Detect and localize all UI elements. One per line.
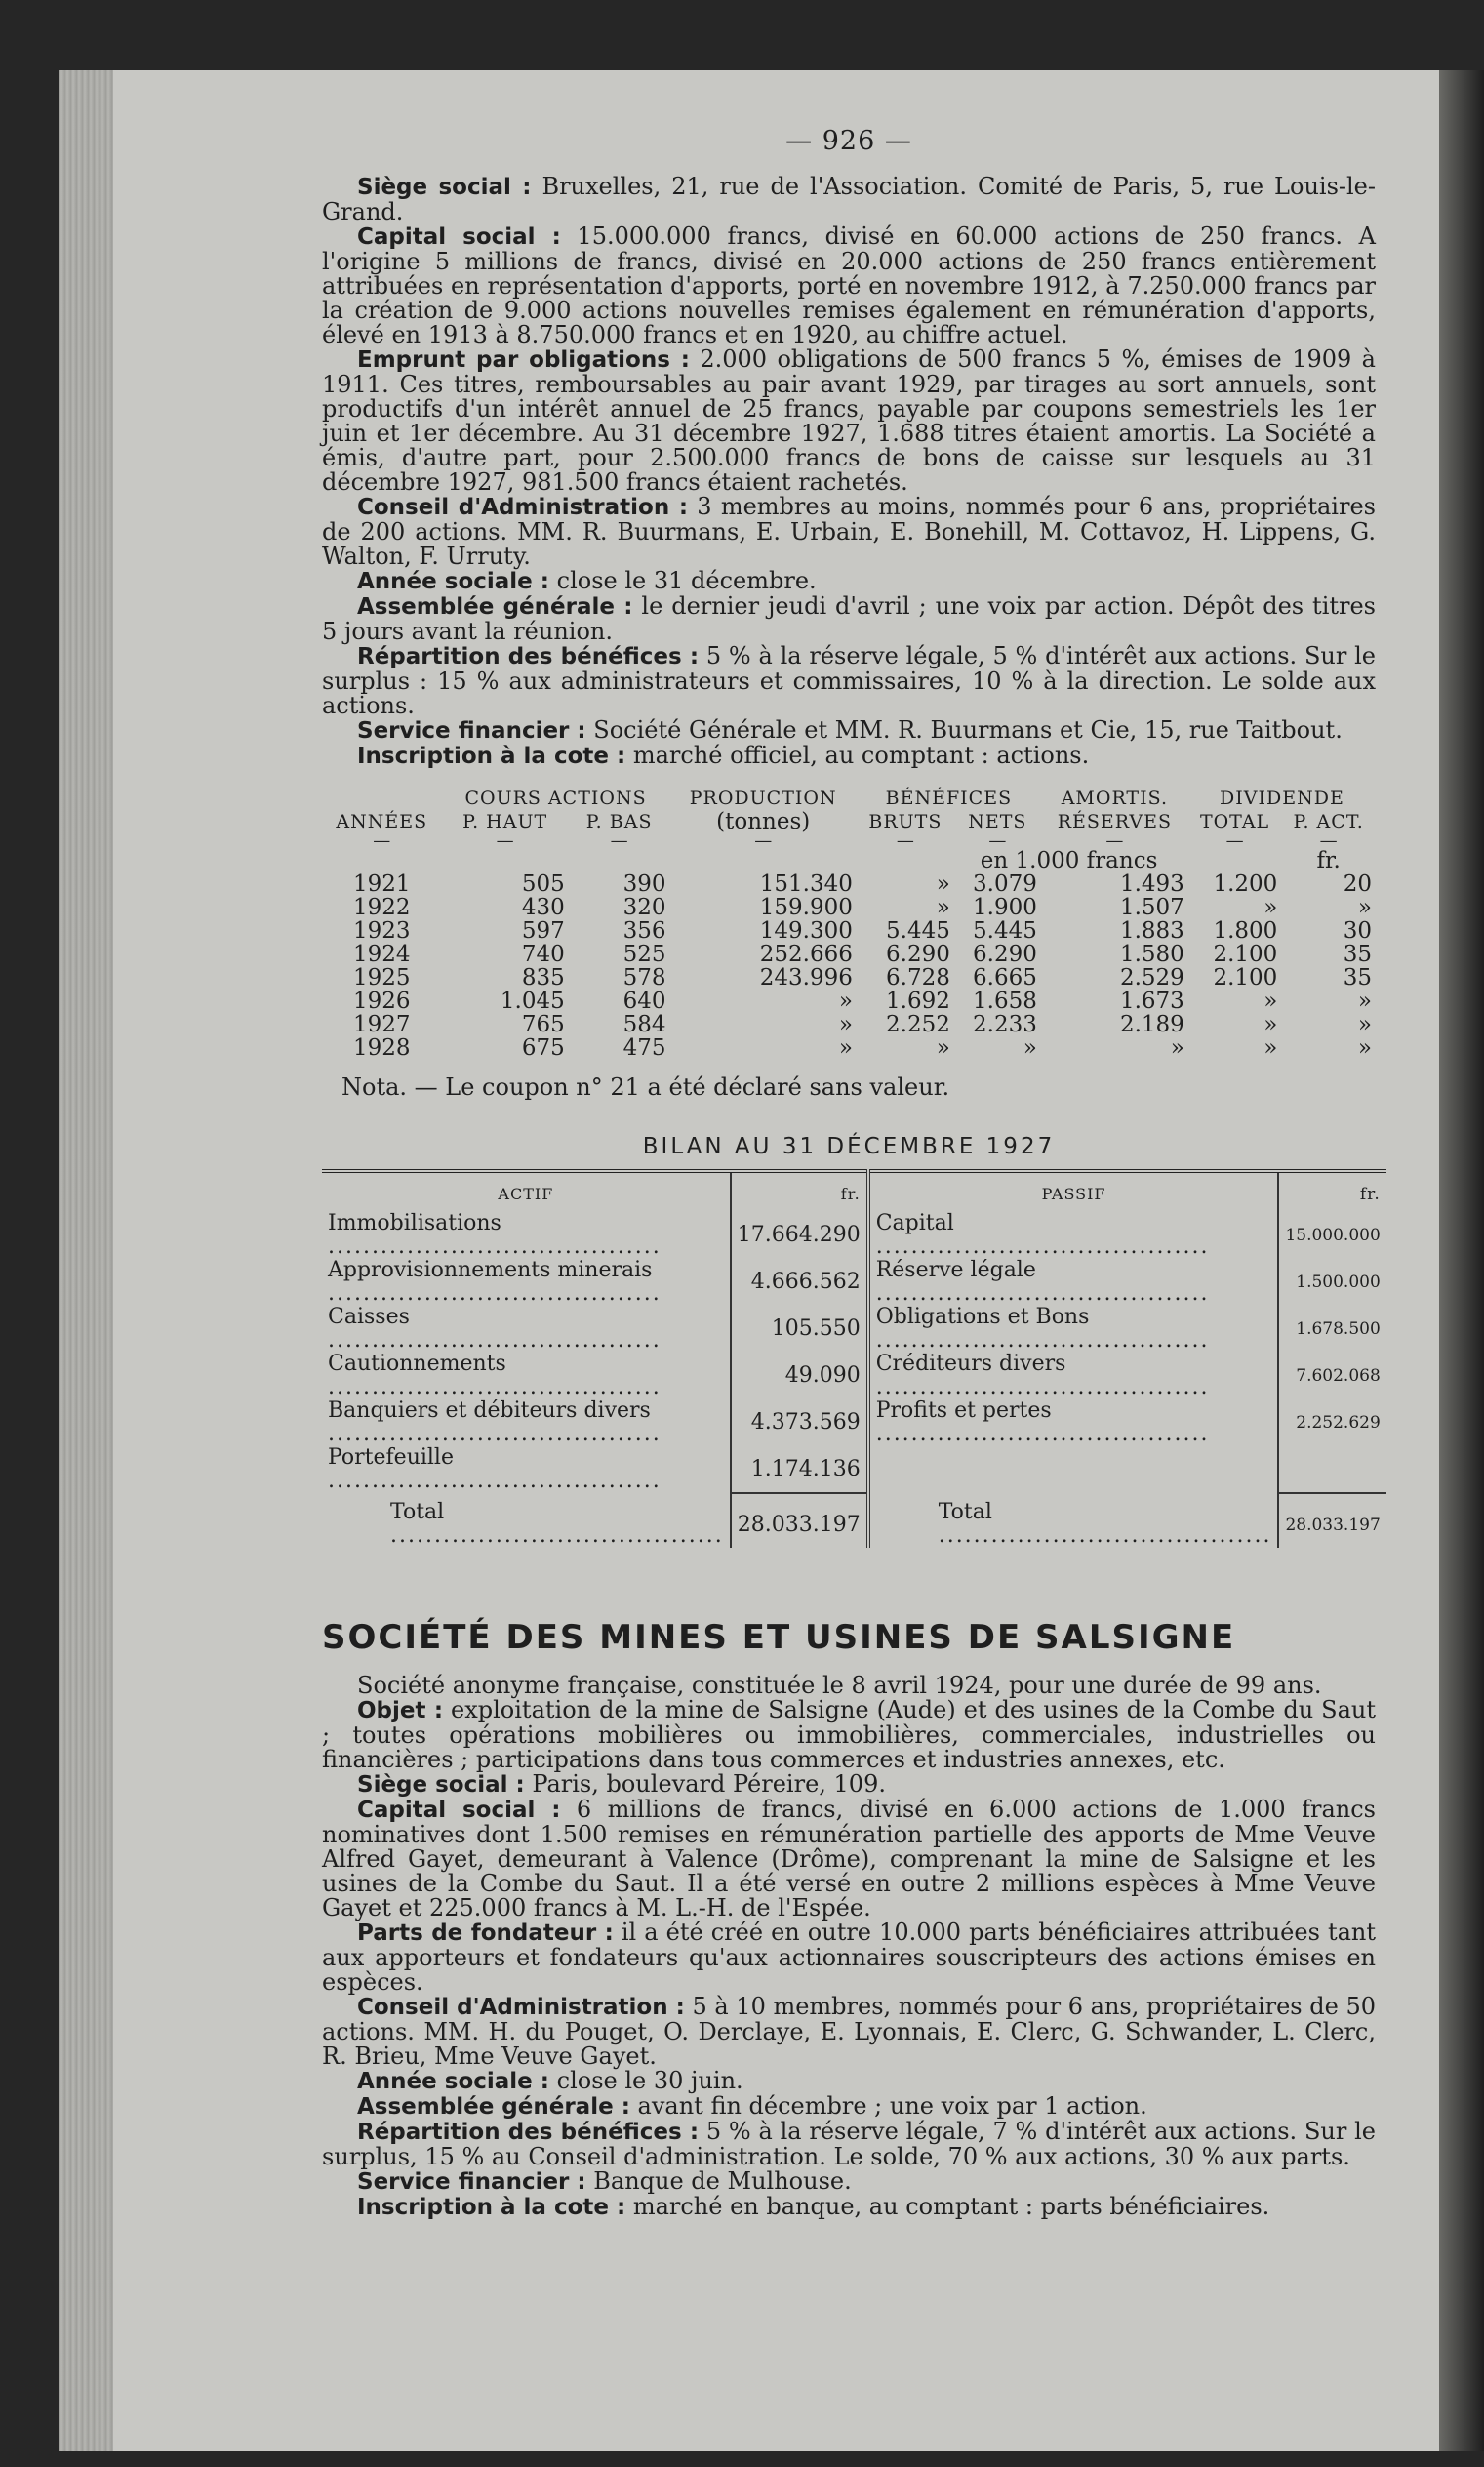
results-cell-haut: 765	[521, 1012, 565, 1037]
results-cell-res: 2.189	[1119, 1012, 1184, 1037]
inscription-paragraph	[322, 744, 1376, 769]
page-content	[322, 126, 1381, 2220]
objet-paragraph	[322, 1698, 1376, 1772]
bilan-table-body	[322, 1212, 1386, 1493]
capital-label-2: Capital social :	[357, 1798, 561, 1823]
bilan-passif-label	[868, 1446, 1279, 1493]
results-cell-pact: »	[1357, 1035, 1372, 1061]
results-cell-res: 1.883	[1119, 918, 1184, 944]
capital-paragraph-2	[322, 1798, 1376, 1921]
conseil-paragraph	[322, 495, 1376, 569]
bilan-row	[322, 1306, 1386, 1353]
results-cell-haut: 835	[521, 965, 565, 991]
repartition-paragraph-2	[322, 2120, 1376, 2169]
assemblee-paragraph	[322, 594, 1376, 644]
siege-text-2: Paris, boulevard Péreire, 109.	[532, 1770, 886, 1798]
bilan-passif-label: Réserve légale .....	[868, 1259, 1279, 1306]
col-haut: P. HAUT	[462, 811, 548, 832]
siege-paragraph-2	[322, 1772, 1376, 1798]
results-header-row-4	[322, 849, 1376, 872]
results-cell-nets: 3.079	[973, 871, 1037, 897]
results-cell-bruts: 6.290	[886, 942, 950, 967]
conseil-text-2: 5 à 10 membres, nommés pour 6 ans, propriétaires de 50 actions. MM. H. du Pouget, O. Derclaye, E. Lyonnais, E. Clerc, G. Schwander, L. Clerc, R. Brieu, Mme Veuve Gayet.	[322, 1993, 1376, 2070]
bilan-actif-value: 4.666.562	[731, 1259, 868, 1306]
conseil-label-2: Conseil d'Administration :	[357, 1995, 685, 2020]
bilan-actif-label: Banquiers et débiteurs divers .....	[322, 1399, 731, 1446]
bilan-row	[322, 1446, 1386, 1493]
annee-label: Année sociale :	[357, 569, 549, 594]
results-cell-annee: 1925	[353, 965, 411, 991]
results-cell-bas: 525	[622, 942, 666, 967]
objet-label: Objet :	[357, 1698, 444, 1723]
results-cell-prod: »	[838, 1012, 853, 1037]
bilan-actif-value: 17.664.290	[731, 1212, 868, 1259]
capital-text: 15.000.000 francs, divisé en 60.000 actions de 250 francs. A l'origine 5 millions de francs, divisé en 20.000 actions de 250 francs entièrement attribuées en représentation d'apports, porté en novembre 1912, à 7.250.000 francs par la création de 9.000 actions nouvelles remises également en rémunération d'apports, élevé en 1913 à 8.750.000 francs et en 1920, au chiffre actuel.	[322, 222, 1376, 348]
results-cell-nets: 2.233	[973, 1012, 1037, 1037]
results-cell-bas: 475	[622, 1035, 666, 1061]
siege-paragraph	[322, 175, 1376, 224]
col-dividende: DIVIDENDE	[1220, 788, 1344, 809]
bilan-actif-total: 28.033.197	[731, 1493, 868, 1548]
service-label-2: Service financier :	[357, 2169, 586, 2195]
service-text: Société Générale et MM. R. Buurmans et Cie, 15, rue Taitbout.	[593, 716, 1343, 744]
results-cell-nets: 6.665	[973, 965, 1037, 991]
bilan-header	[322, 1171, 1386, 1212]
bilan-row	[322, 1259, 1386, 1306]
col-total: TOTAL	[1199, 811, 1270, 832]
results-row	[322, 896, 1376, 919]
annee-paragraph	[322, 569, 1376, 594]
assemblee-label-2: Assemblée générale :	[357, 2094, 630, 2120]
assemblee-text-2: avant fin décembre ; une voix par 1 action.	[637, 2092, 1147, 2120]
results-cell-total: »	[1263, 1012, 1278, 1037]
results-cell-total: »	[1263, 1035, 1278, 1061]
parts-paragraph	[322, 1921, 1376, 1995]
bilan-passif-total: 28.033.197	[1278, 1493, 1385, 1548]
results-cell-bruts: »	[936, 895, 950, 920]
results-row	[322, 919, 1376, 943]
bilan-passif-header: PASSIF	[868, 1171, 1279, 1212]
bilan-actif-label: Immobilisations .....	[322, 1212, 731, 1259]
results-cell-haut: 740	[521, 942, 565, 967]
capital-paragraph	[322, 224, 1376, 347]
repartition-label: Répartition des bénéfices :	[357, 644, 700, 669]
bilan-passif-value: 1.500.000	[1278, 1259, 1385, 1306]
company-entry-1	[322, 175, 1376, 769]
col-bas: P. BAS	[585, 811, 653, 832]
results-cell-bas: 390	[622, 871, 666, 897]
inscription-label-2: Inscription à la cote :	[357, 2195, 626, 2220]
service-paragraph-2	[322, 2169, 1376, 2195]
parts-label: Parts de fondateur :	[357, 1921, 614, 1946]
results-cell-pact: 20	[1343, 871, 1372, 897]
results-cell-bruts: 1.692	[886, 989, 950, 1014]
results-cell-haut: 430	[521, 895, 565, 920]
results-cell-annee: 1922	[353, 895, 411, 920]
results-cell-prod: 149.300	[759, 918, 853, 944]
repartition-text: 5 % à la réserve légale, 5 % d'intérêt aux actions. Sur le surplus : 15 % aux administrateurs et commissaires, 10 % à la direction. Le solde aux actions.	[322, 642, 1376, 719]
nota: Nota. — Le coupon n° 21 a été déclaré sans valeur.	[341, 1073, 950, 1101]
capital-label: Capital social :	[357, 224, 561, 250]
col-amortis: AMORTIS.	[1061, 788, 1168, 809]
bilan-row	[322, 1212, 1386, 1259]
bilan-passif-label: Obligations et Bons .....	[868, 1306, 1279, 1353]
siege-label-2: Siège social :	[357, 1772, 525, 1798]
conseil-paragraph-2	[322, 1995, 1376, 2069]
results-row	[322, 872, 1376, 896]
bilan-actif-label: Caisses .....	[322, 1306, 731, 1353]
unit-label: en 1.000 francs	[980, 848, 1158, 873]
inscription-text-2: marché en banque, au comptant : parts bénéficiaires.	[632, 2193, 1270, 2220]
results-cell-res: 1.493	[1119, 871, 1184, 897]
inscription-paragraph-2	[322, 2195, 1376, 2220]
page-stack-edge	[59, 70, 113, 2451]
bilan-passif-value: 2.252.629	[1278, 1399, 1385, 1446]
results-table-body	[322, 872, 1376, 1060]
col-bruts: BRUTS	[868, 811, 943, 832]
siege-text: Bruxelles, 21, rue de l'Association. Comité de Paris, 5, rue Louis-le-Grand.	[322, 173, 1376, 225]
emprunt-text: 2.000 obligations de 500 francs 5 %, émises de 1909 à 1911. Ces titres, remboursables au pair avant 1929, par tirages au sort annuels, sont productifs d'un intérêt annuel de 25 francs, payable par coupons semestriels les 1er juin et 1er décembre. Au 31 décembre 1927, 1.688 titres étaient amortis. La Société a émis, d'autre part, pour 2.500.000 francs de bons de caisse sur lesquels au 31 décembre 1927, 981.500 francs étaient rachetés.	[322, 345, 1376, 496]
results-cell-prod: 159.900	[759, 895, 853, 920]
annee-text: close le 31 décembre.	[556, 567, 817, 594]
results-cell-total: 2.100	[1213, 942, 1278, 967]
bilan-actif-label: Cautionnements .....	[322, 1353, 731, 1399]
results-cell-bruts: »	[936, 871, 950, 897]
results-cell-bas: 320	[622, 895, 666, 920]
results-cell-haut: 597	[521, 918, 565, 944]
results-cell-bruts: 2.252	[886, 1012, 950, 1037]
results-cell-pact: »	[1357, 895, 1372, 920]
results-row	[322, 990, 1376, 1013]
bilan-passif-label: Capital .....	[868, 1212, 1279, 1259]
results-cell-pact: »	[1357, 1012, 1372, 1037]
results-cell-nets: 5.445	[973, 918, 1037, 944]
results-row	[322, 966, 1376, 990]
results-cell-pact: 35	[1343, 942, 1372, 967]
intro-paragraph: Société anonyme française, constituée le 8 avril 1924, pour une durée de 99 ans.	[357, 1672, 1322, 1699]
bilan-actif-label: Approvisionnements minerais .....	[322, 1259, 731, 1306]
bilan-row	[322, 1353, 1386, 1399]
bilan-passif-value	[1278, 1446, 1385, 1493]
conseil-label: Conseil d'Administration :	[357, 495, 689, 520]
bilan-actif-total-label: Total .....	[322, 1493, 731, 1548]
siege-label: Siège social :	[357, 175, 532, 200]
bilan-table	[322, 1169, 1386, 1548]
results-cell-total: 1.200	[1213, 871, 1278, 897]
parts-text: il a été créé en outre 10.000 parts bénéficiaires attribuées tant aux apporteurs et fondateurs qu'aux actionnaires souscripteurs des actions émises en espèces.	[322, 1919, 1376, 1996]
annee-text-2: close le 30 juin.	[556, 2067, 743, 2094]
col-benefices: BÉNÉFICES	[885, 788, 1013, 809]
capital-text-2: 6 millions de francs, divisé en 6.000 actions de 1.000 francs nominatives dont 1.500 remises en rémunération partielle des apports de Mme Veuve Alfred Gayet, demeurant à Valence (Drôme), comprenant la mine de Salsigne et les usines de la Combe du Saut. Il a été versé en outre 2 millions espèces à Mme Veuve Gayet et 225.000 francs à M. L.-H. de l'Espée.	[322, 1796, 1376, 1921]
bilan-actif-fr: fr.	[731, 1171, 868, 1212]
results-cell-total: »	[1263, 895, 1278, 920]
results-cell-haut: 675	[521, 1035, 565, 1061]
service-text-2: Banque de Mulhouse.	[593, 2167, 852, 2195]
results-cell-prod: 252.666	[759, 942, 853, 967]
results-cell-pact: 30	[1343, 918, 1372, 944]
col-production: PRODUCTION	[689, 788, 837, 809]
results-cell-pact: »	[1357, 989, 1372, 1014]
assemblee-paragraph-2	[322, 2094, 1376, 2120]
bilan-passif-value: 1.678.500	[1278, 1306, 1385, 1353]
results-cell-haut: 505	[521, 871, 565, 897]
results-cell-bruts: 6.728	[886, 965, 950, 991]
results-cell-bas: 584	[622, 1012, 666, 1037]
bilan-passif-fr: fr.	[1278, 1171, 1385, 1212]
results-table	[322, 787, 1376, 1060]
page-number: — 926 —	[785, 126, 912, 156]
results-cell-res: »	[1170, 1035, 1184, 1061]
results-cell-nets: 1.658	[973, 989, 1037, 1014]
results-cell-nets: 1.900	[973, 895, 1037, 920]
bilan-row	[322, 1399, 1386, 1446]
results-cell-bruts: 5.445	[886, 918, 950, 944]
results-cell-prod: »	[838, 989, 853, 1014]
inscription-label: Inscription à la cote :	[357, 744, 626, 769]
results-cell-res: 1.580	[1119, 942, 1184, 967]
results-cell-prod: 151.340	[759, 871, 853, 897]
company-entry-2	[322, 1674, 1376, 2220]
bilan-actif-value: 1.174.136	[731, 1446, 868, 1493]
assemblee-text: le dernier jeudi d'avril ; une voix par action. Dépôt des titres 5 jours avant la réunion.	[322, 592, 1377, 645]
results-cell-total: 2.100	[1213, 965, 1278, 991]
emprunt-paragraph	[322, 347, 1376, 495]
annee-paragraph-2	[322, 2069, 1376, 2094]
bilan-actif-value: 49.090	[731, 1353, 868, 1399]
results-cell-annee: 1921	[353, 871, 411, 897]
results-row	[322, 1036, 1376, 1060]
results-cell-nets: »	[1023, 1035, 1037, 1061]
results-cell-pact: 35	[1343, 965, 1372, 991]
repartition-label-2: Répartition des bénéfices :	[357, 2120, 700, 2145]
results-header-row-1	[322, 787, 1376, 810]
results-cell-res: 1.673	[1119, 989, 1184, 1014]
service-label: Service financier :	[357, 718, 586, 744]
bilan-passif-total-label: Total .....	[868, 1493, 1279, 1548]
results-cell-bruts: »	[936, 1035, 950, 1061]
col-annees: ANNÉES	[336, 811, 428, 832]
results-cell-annee: 1923	[353, 918, 411, 944]
bilan-passif-value: 7.602.068	[1278, 1353, 1385, 1399]
results-cell-total: 1.800	[1213, 918, 1278, 944]
results-header-row-3: — — — — — — — — —	[373, 830, 1338, 851]
bilan-actif-header: ACTIF	[498, 1185, 554, 1203]
repartition-text-2: 5 % à la réserve légale, 7 % d'intérêt aux actions. Sur le surplus, 15 % au Conseil d'administration. Le solde, 70 % aux actions, 30 % aux parts.	[322, 2118, 1376, 2170]
col-tonnes: (tonnes)	[716, 809, 811, 834]
results-cell-bas: 578	[622, 965, 666, 991]
results-cell-prod: 243.996	[759, 965, 853, 991]
bilan-passif-label: Créditeurs divers .....	[868, 1353, 1279, 1399]
company-title: SOCIÉTÉ DES MINES ET USINES DE SALSIGNE	[322, 1618, 1236, 1657]
binding-shadow	[1439, 70, 1484, 2451]
bilan-actif-value: 4.373.569	[731, 1399, 868, 1446]
results-cell-nets: 6.290	[973, 942, 1037, 967]
results-row	[322, 943, 1376, 966]
results-cell-annee: 1924	[353, 942, 411, 967]
col-nets: NETS	[968, 811, 1027, 832]
results-header-row-2	[322, 810, 1376, 833]
unit-fr: fr.	[1316, 848, 1341, 873]
service-paragraph	[322, 718, 1376, 744]
results-cell-bas: 640	[622, 989, 666, 1014]
bilan-passif-value: 15.000.000	[1278, 1212, 1385, 1259]
col-pact: P. ACT.	[1293, 811, 1364, 832]
results-cell-bas: 356	[622, 918, 666, 944]
emprunt-label: Emprunt par obligations :	[357, 347, 690, 373]
bilan-actif-label: Portefeuille .....	[322, 1446, 731, 1493]
objet-text: exploitation de la mine de Salsigne (Aude) et des usines de la Combe du Saut ; toutes opérations mobilières ou immobilières, commerciales, industrielles ou financières ; participations dans tous commerces et industries annexes, etc.	[322, 1696, 1376, 1773]
results-cell-res: 1.507	[1119, 895, 1184, 920]
bilan-actif-value: 105.550	[731, 1306, 868, 1353]
bilan-total-row	[322, 1493, 1386, 1548]
assemblee-label: Assemblée générale :	[357, 594, 633, 620]
results-cell-haut: 1.045	[500, 989, 565, 1014]
repartition-paragraph	[322, 644, 1376, 718]
results-cell-total: »	[1263, 989, 1278, 1014]
results-cell-res: 2.529	[1119, 965, 1184, 991]
col-cours-actions: COURS ACTIONS	[464, 788, 647, 809]
results-cell-annee: 1926	[353, 989, 411, 1014]
conseil-text: 3 membres au moins, nommés pour 6 ans, propriétaires de 200 actions. MM. R. Buurmans, E. Urbain, E. Bonehill, M. Cottavoz, H. Lippens, G. Walton, F. Urruty.	[322, 493, 1376, 570]
results-cell-annee: 1928	[353, 1035, 411, 1061]
bilan-passif-label: Profits et pertes .....	[868, 1399, 1279, 1446]
bilan-title: BILAN AU 31 DÉCEMBRE 1927	[642, 1134, 1056, 1159]
inscription-text: marché officiel, au comptant : actions.	[632, 742, 1090, 769]
annee-label-2: Année sociale :	[357, 2069, 549, 2094]
results-cell-annee: 1927	[353, 1012, 411, 1037]
col-reserves: RÉSERVES	[1057, 811, 1172, 832]
results-row	[322, 1013, 1376, 1036]
results-cell-prod: »	[838, 1035, 853, 1061]
